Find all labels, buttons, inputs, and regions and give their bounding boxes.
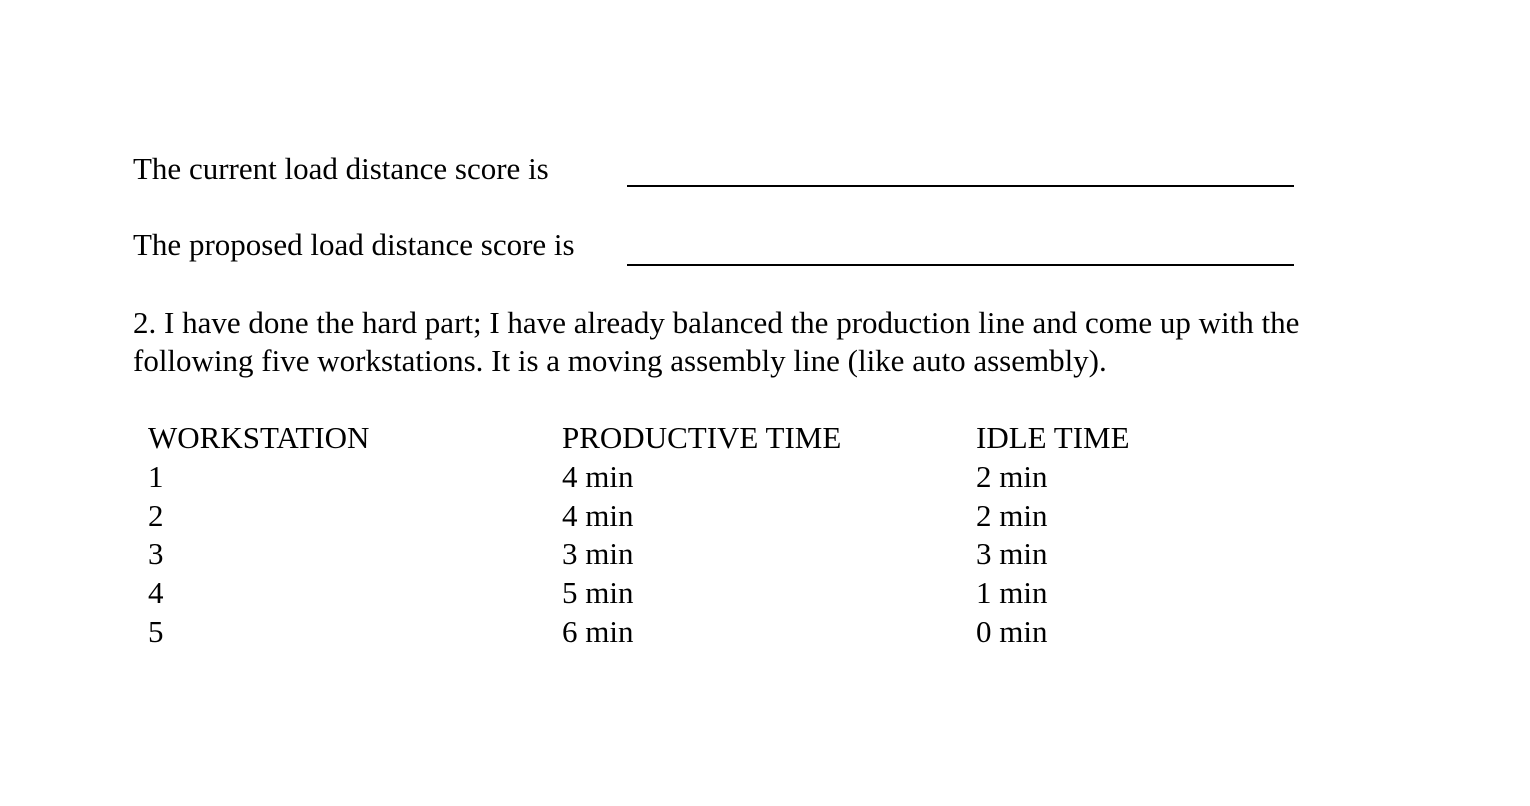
productive-time-cell: 4 min	[562, 497, 634, 533]
header-productive-time: PRODUCTIVE TIME	[562, 420, 842, 455]
productive-time-cell: 6 min	[562, 613, 634, 649]
idle-time-cell: 2 min	[976, 458, 1048, 494]
problem-2-paragraph	[133, 304, 1463, 380]
workstation-cell: 4	[148, 575, 164, 611]
workstation-cell: 1	[148, 458, 164, 494]
workstation-cell: 3	[148, 536, 164, 572]
productive-time-cell: 3 min	[562, 536, 634, 572]
problem-2-line-1: 2. I have done the hard part; I have already balanced the production line and come up with the	[133, 305, 1300, 340]
workstation-cell: 2	[148, 497, 164, 533]
productive-time-cell: 5 min	[562, 575, 634, 611]
idle-time-cell: 2 min	[976, 497, 1048, 533]
current-score-answer-blank[interactable]	[627, 185, 1294, 187]
idle-time-cell: 3 min	[976, 536, 1048, 572]
idle-time-cell: 0 min	[976, 613, 1048, 649]
idle-time-cell: 1 min	[976, 575, 1048, 611]
proposed-score-answer-blank[interactable]	[627, 264, 1294, 266]
problem-2-line-2: following five workstations. It is a moving assembly line (like auto assembly).	[133, 343, 1107, 378]
proposed-score-label: The proposed load distance score is	[133, 227, 575, 262]
current-score-label: The current load distance score is	[133, 151, 549, 186]
header-workstation: WORKSTATION	[148, 420, 370, 455]
productive-time-cell: 4 min	[562, 458, 634, 494]
header-idle-time: IDLE TIME	[976, 420, 1130, 455]
workstation-cell: 5	[148, 613, 164, 649]
